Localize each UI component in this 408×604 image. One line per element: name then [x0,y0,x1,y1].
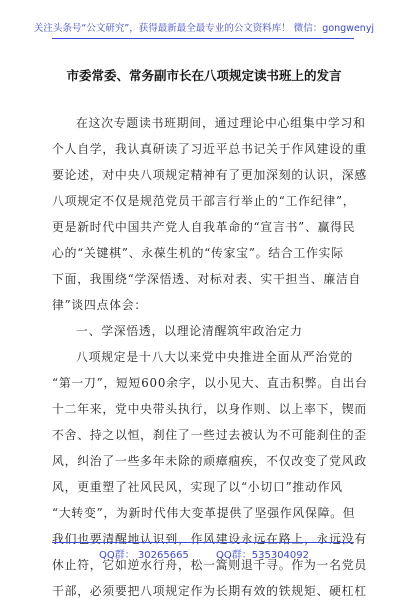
header-banner: 关注头条号“公文研究”，获得最新最全最专业的公文资料库！ 微信：gongwenyj [33,23,375,34]
text-line: 个人自学，我认真研读了习近平总书记关于作风建设的重 [52,142,367,156]
footer-rule [52,542,354,543]
text-line: 风，更重塑了社风民风，实现了以“小切口”推动作风 [52,480,343,494]
text-line: 风，纠治了一些多年未除的顽瘴痼疾，不仅改变了党风政 [52,454,367,468]
text-line: 八项规定是十八大以来党中央推进全面从严治党的 [76,350,354,364]
text-line: 下面，我围绕“学深悟透、对标对表、实干担当、廉洁自 [52,272,362,286]
text-line: 律”谈四点体会： [52,298,148,312]
header-rule [52,38,354,39]
text-line: 休止符，它如逆水行舟，松一篙则退千寻。作为一名党员 [52,558,367,572]
text-line: 干部，必须要把八项规定作为长期有效的铁规矩、硬杠杠 [52,584,367,598]
text-line: “第一刀”，短短600余字，以小见大、直击积弊。自出台 [52,376,368,390]
text-line: 十二年来，党中央带头执行，以身作则、以上率下，锲而 [52,402,367,416]
text-line: “大转变”，为新时代伟大变革提供了坚强作风保障。但 [52,506,356,520]
text-line: 要论述，对中央八项规定精神有了更加深刻的认识，深感 [52,168,367,182]
text-line: 不舍、持之以恒，刹住了一些过去被认为不可能刹住的歪 [52,428,367,442]
footer [0,546,408,561]
document-body [52,110,368,604]
text-line: 在这次专题读书班期间，通过理论中心组集中学习和 [76,116,366,130]
text-line: 八项规定不仅是规范党员干部言行举止的“工作纪律”， [52,194,356,208]
text-line: 心的“关键棋”、永葆生机的“传家宝”。结合工作实际 [52,246,344,260]
text-line: 我们也要清醒地认识到，作风建设永远在路上，永远没有 [52,532,367,546]
footer-qq-group-1: QQ群： 30265665 [98,550,189,561]
footer-qq-group-2: QQ群：535304092 [216,550,310,561]
text-line: 更是新时代中国共产党人自我革命的“宣言书”、赢得民 [52,220,356,234]
section-heading: 一、学深悟透，以理论清醒筑牢政治定力 [76,324,303,338]
document-title: 市委常委、常务副市长在八项规定读书班上的发言 [66,68,342,83]
